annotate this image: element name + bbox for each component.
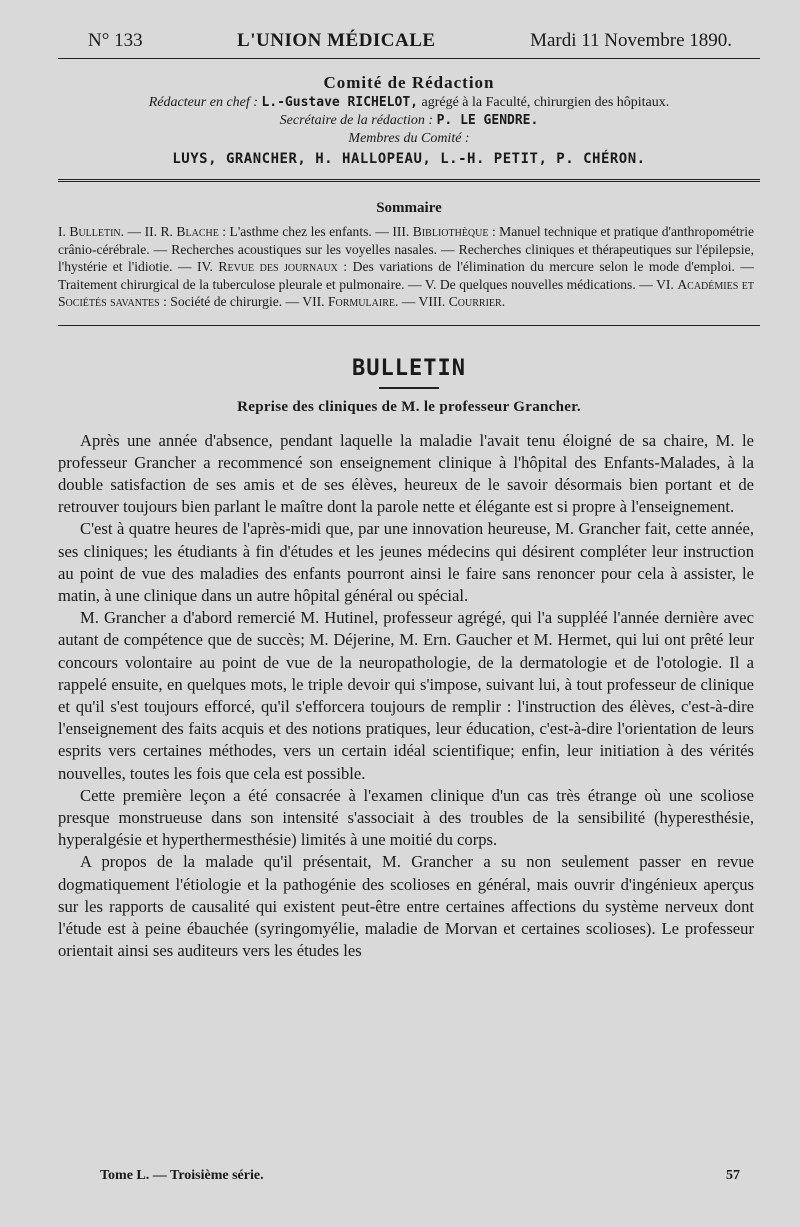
sommaire-title: Sommaire xyxy=(376,200,442,216)
issue-date: Mardi 11 Novembre 1890. xyxy=(530,30,732,51)
sommaire-seg-6: . — VIII. xyxy=(394,294,449,309)
sommaire-text xyxy=(58,223,760,311)
redacteur-desc: agrégé à la Faculté, chirurgien des hôpitaux. xyxy=(421,95,670,110)
sommaire-courrier: Courrier xyxy=(448,294,502,309)
article-body xyxy=(58,430,760,963)
sommaire-seg-5: : Société de chirurgie. — VII. xyxy=(159,294,328,309)
paragraph: M. Grancher a d'abord remercié M. Hutinel, professeur agrégé, qui l'a suppléé l'année dernière avec autant de compétence que de succès; M. Déjerine, M. Ern. Gaucher et M. Hermet, qui lui ont prêté leur concours volontaire au point de vue de la neuropathologie, de la dermatologie et de l'otologie. Il a rappelé ensuite, en quelques mots, le triple devoir qui s'impose, suivant lui, à tout professeur de clinique et qu'il s'est toujours efforcé, qu'il s'efforcera toujours de remplir : l'instruction des élèves, c'est-à-dire l'enseignement des faits acquis et des notions pratiques, leur éducation, c'est-à-dire l'orientation de leurs esprits vers certaines méthodes, vers un certain idéal scientifique; enfin, leur initiation à des vérités nouvelles, toutes les fois que cela est possible. xyxy=(58,608,754,783)
article-subtitle: Reprise des cliniques de M. le professeur Grancher. xyxy=(237,398,581,415)
membres-label xyxy=(58,131,760,147)
secretaire-label: Secrétaire de la rédaction : xyxy=(279,113,434,128)
sommaire-revue: Revue des journaux xyxy=(218,259,338,274)
sommaire-academies: Académies et Sociétés savantes xyxy=(58,276,754,309)
comite-title: Comité de Rédaction xyxy=(323,73,495,92)
header-rule xyxy=(58,58,760,59)
sommaire-seg-1: — II. R. xyxy=(124,224,177,239)
redacteur-label: Rédacteur en chef : xyxy=(148,95,258,110)
sommaire-seg-4: : Des variations de l'élimination du mercure selon le mode d'emploi. — Traitement chirurgical de la tuberculose pleurale et pulmonaire. — V. De quelques nouvelles médications. — VI. xyxy=(58,259,754,292)
paragraph: Après une année d'absence, pendant laquelle la maladie l'avait tenu éloigné de sa chaire, M. le professeur Grancher a recommencé son enseignement clinique à l'hôpital des Enfants-Malades, à la double satisfaction de ses amis et de ses élèves, heureux de le savoir désormais bien portant et de retrouver toujours bien parlant le maître dont la parole nette et élégante est si propre à l'enseignement. xyxy=(58,430,754,517)
footer-volume: Tome L. — Troisième série. xyxy=(100,1168,264,1183)
page-footer xyxy=(100,1168,740,1184)
paragraph: C'est à quatre heures de l'après-midi que, par une innovation heureuse, M. Grancher fait, cette année, ses cliniques; les étudiants à fin d'études et les jeunes médecins qui désirent compléter leur instruction au point de vue des maladies des enfants pourront ainsi le faire sans renoncer pour cela à assister, le matin, à une clinique dans un autre hôpital général ou spécial. xyxy=(58,519,754,605)
sommaire-i: I. Bulletin. xyxy=(58,224,125,239)
comite-block xyxy=(58,73,760,167)
page-number: 57 xyxy=(726,1168,740,1183)
bulletin-rule xyxy=(379,387,439,389)
sommaire-blache: Blache xyxy=(176,224,219,239)
membres-label-text: Membres du Comité : xyxy=(348,131,470,146)
membres-list: LUYS, GRANCHER, H. HALLOPEAU, L.-H. PETIT, P. CHÉRON. xyxy=(172,151,646,167)
sommaire-biblio: Bibliothèque xyxy=(412,224,489,239)
sommaire-seg-3: : Manuel technique et pratique d'anthropométrie crânio-cérébrale. — Recherches acoustiques sur les voyelles nasales. — Recherches cliniques et thérapeutiques sur l'épilepsie, l'hystérie et l'idiotie. — IV. xyxy=(58,224,755,274)
sommaire-seg-2: : L'asthme chez les enfants. — III. xyxy=(218,224,413,239)
paragraph: A propos de la malade qu'il présentait, M. Grancher a su non seulement passer en revue dogmatiquement l'étiologie et la pathogénie des scolioses en général, mais ouvrir d'ingénieux aperçus sur les rapports de causalité qui existent peut-être entre certaines affections du système nerveux dont l'étude est à peine ébauchée (syringomyélie, maladie de Morvan et certaines scolioses). Le professeur orientait ainsi ses auditeurs vers les études les xyxy=(58,852,754,961)
sommaire-end: . xyxy=(501,294,506,309)
redacteur-name: L.-Gustave RICHELOT, xyxy=(261,95,418,110)
comite-rule xyxy=(58,179,760,182)
issue-number: N° 133 xyxy=(88,30,143,51)
sommaire-formulaire: Formulaire xyxy=(327,294,395,309)
sommaire-rule xyxy=(58,325,760,326)
secretaire-name: P. LE GENDRE. xyxy=(436,113,539,128)
secretaire-line xyxy=(58,113,760,129)
page-header xyxy=(58,30,760,52)
redacteur-line xyxy=(58,95,760,111)
journal-title: L'UNION MÉDICALE xyxy=(237,30,436,51)
bulletin-title: BULLETIN xyxy=(352,355,466,381)
paragraph: Cette première leçon a été consacrée à l'examen clinique d'un cas très étrange où une scoliose presque monstrueuse dans son intensité s'associait à des troubles de la sensibilité (hyperesthésie, hyperalgésie et hyperthermesthésie) limités à une moitié du corps. xyxy=(58,785,754,850)
